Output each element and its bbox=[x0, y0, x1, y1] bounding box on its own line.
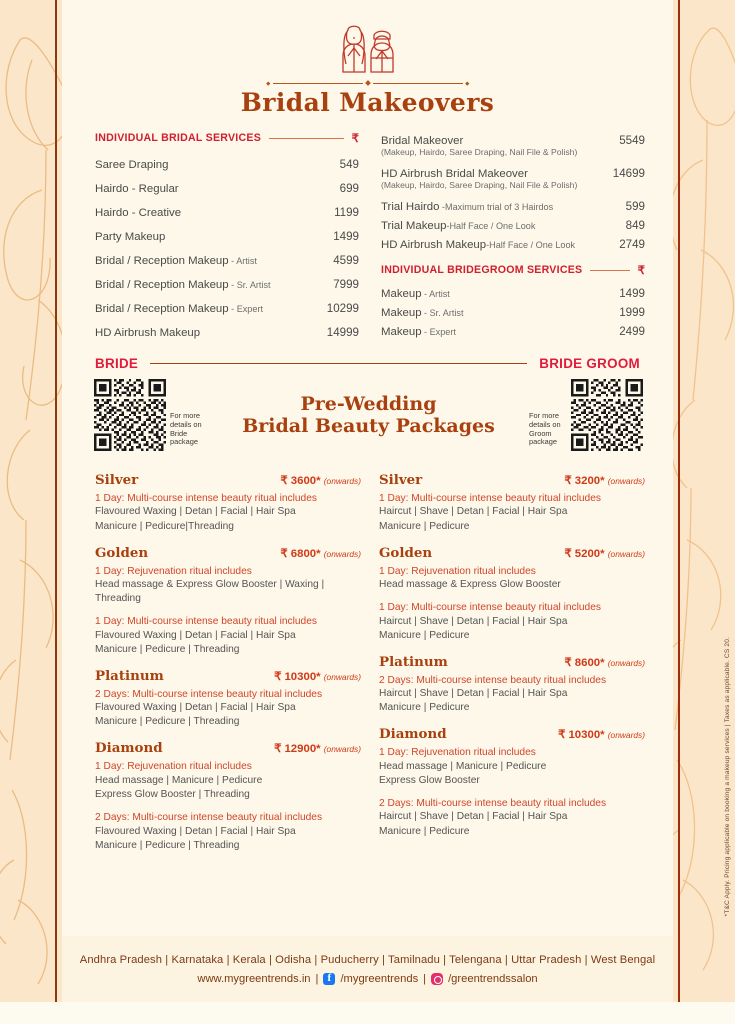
service-name: Hairdo - Regular bbox=[95, 182, 179, 195]
price-onwards: (onwards) bbox=[607, 476, 645, 486]
section-label: INDIVIDUAL BRIDEGROOM SERVICES bbox=[381, 264, 583, 276]
package-header bbox=[379, 545, 645, 561]
divider-rule bbox=[150, 363, 527, 364]
services-section bbox=[62, 117, 673, 344]
service-name: Saree Draping bbox=[95, 158, 169, 171]
trial-price: 599 bbox=[625, 200, 645, 213]
service-price: 10299 bbox=[326, 301, 359, 315]
package-ritual: 1 Day: Rejuvenation ritual includes bbox=[95, 565, 252, 577]
service-price: 4599 bbox=[333, 253, 359, 267]
facebook-handle[interactable]: /mygreentrends bbox=[340, 972, 419, 985]
service-price: 1199 bbox=[334, 205, 359, 219]
bottom-margin bbox=[0, 1002, 735, 1024]
bridegroom-row bbox=[381, 303, 645, 322]
package-items: Haircut | Shave | Detan | Facial | Hair Spa bbox=[379, 811, 568, 823]
package-ritual: 2 Days: Multi-course intense beauty ritual includes bbox=[379, 797, 607, 809]
package-ritual: 1 Day: Multi-course intense beauty ritual includes bbox=[379, 493, 601, 504]
package-items: Flavoured Waxing | Detan | Facial | Hair Spa bbox=[95, 506, 296, 518]
service-row bbox=[95, 176, 359, 200]
package-name: Platinum bbox=[379, 653, 448, 670]
package-ritual: 2 Days: Multi-course intense beauty ritual includes bbox=[95, 688, 323, 700]
bride-label: BRIDE bbox=[95, 356, 139, 371]
service-sub: - Sr. Artist bbox=[228, 279, 271, 290]
page-title: Bridal Makeovers bbox=[240, 88, 495, 117]
package-items: Manicure | Pedicure bbox=[379, 702, 470, 714]
makeover-price: 5549 bbox=[619, 134, 645, 147]
individual-bridal-heading bbox=[95, 131, 359, 145]
rupee-icon: ₹ bbox=[637, 265, 645, 277]
service-price: 1499 bbox=[619, 287, 645, 300]
service-row bbox=[95, 200, 359, 224]
package-ritual: 1 Day: Multi-course intense beauty ritual includes bbox=[379, 602, 601, 614]
price-onwards: (onwards) bbox=[607, 657, 645, 668]
trial-name: HD Airbrush Makeup bbox=[381, 239, 487, 251]
website-link[interactable]: www.mygreentrends.in bbox=[197, 972, 311, 985]
bride-qr-caption: For more details on Bride package bbox=[170, 411, 202, 447]
package-header bbox=[379, 726, 645, 742]
package-items: Manicure | Pedicure|Threading bbox=[95, 520, 234, 532]
makeover-name: HD Airbrush Bridal Makeover bbox=[381, 168, 528, 180]
price-onwards: (onwards) bbox=[323, 744, 361, 755]
content-card bbox=[62, 0, 673, 936]
service-sub: - Expert bbox=[228, 303, 263, 314]
price-onwards: (onwards) bbox=[607, 730, 645, 741]
package-header bbox=[379, 654, 645, 670]
package-items: Flavoured Waxing | Detan | Facial | Hair Spa bbox=[95, 702, 296, 714]
package-price: ₹ 3200 bbox=[564, 475, 601, 487]
package-name: Silver bbox=[379, 472, 423, 488]
package-ritual: 1 Day: Multi-course intense beauty ritual includes bbox=[95, 616, 317, 628]
package-items: Manicure | Pedicure | Threading bbox=[95, 716, 240, 728]
trial-sub: -Maximum trial of 3 Hairdos bbox=[439, 202, 554, 212]
service-row bbox=[95, 152, 359, 176]
package-ritual: 1 Day: Multi-course intense beauty ritual includes bbox=[95, 493, 317, 504]
price-star: * bbox=[600, 547, 605, 560]
ornament-divider bbox=[62, 81, 673, 85]
prewedding-title bbox=[208, 393, 529, 438]
package-items: Haircut | Shave | Detan | Facial | Hair Spa bbox=[379, 506, 568, 518]
package-name: Platinum bbox=[95, 667, 164, 684]
service-price: 1999 bbox=[619, 306, 645, 319]
service-price: 1499 bbox=[333, 229, 359, 243]
groom-qr-caption: For more details on Groom package bbox=[529, 411, 561, 447]
package-name: Diamond bbox=[95, 740, 163, 757]
service-name: Makeup bbox=[381, 307, 422, 319]
package-ritual: 2 Days: Multi-course intense beauty ritual includes bbox=[379, 674, 607, 686]
service-name: Makeup bbox=[381, 288, 422, 300]
package-items: Manicure | Pedicure | Threading bbox=[95, 643, 240, 655]
service-name: Party Makeup bbox=[95, 230, 166, 243]
bride-groom-divider bbox=[62, 344, 673, 371]
trial-row bbox=[381, 235, 645, 254]
service-sub: - Expert bbox=[421, 327, 456, 337]
trial-row bbox=[381, 216, 645, 235]
package-price: ₹ 6800 bbox=[280, 547, 317, 560]
footer-social bbox=[197, 973, 537, 985]
package-items: Threading bbox=[95, 593, 141, 605]
trial-name: Trial Makeup bbox=[381, 220, 447, 232]
page-footer bbox=[0, 936, 735, 1002]
package-items: Express Glow Booster | Threading bbox=[95, 788, 250, 800]
bride-qr-code[interactable] bbox=[94, 379, 166, 451]
package-header bbox=[95, 545, 361, 561]
service-price: 699 bbox=[339, 181, 359, 195]
service-row bbox=[95, 272, 359, 296]
heading-rule bbox=[269, 138, 344, 139]
bride-packages-column bbox=[95, 461, 361, 853]
package-items: Head massage & Express Glow Booster | Waxing | bbox=[95, 579, 325, 591]
instagram-icon[interactable] bbox=[431, 973, 443, 985]
service-sub: - Sr. Artist bbox=[421, 308, 464, 318]
package-price: ₹ 10300 bbox=[274, 670, 317, 683]
package-items: Head massage & Express Glow Booster bbox=[379, 579, 561, 591]
makeover-name: Bridal Makeover bbox=[381, 135, 464, 147]
package-items: Head massage | Manicure | Pedicure bbox=[95, 774, 263, 786]
price-onwards: (onwards) bbox=[607, 548, 645, 559]
rupee-icon: ₹ bbox=[351, 133, 359, 145]
bridegroom-heading bbox=[381, 263, 645, 277]
package-price: ₹ 5200 bbox=[564, 547, 601, 560]
package-name: Golden bbox=[95, 544, 149, 561]
package-items: Haircut | Shave | Detan | Facial | Hair Spa bbox=[379, 688, 568, 700]
package-header bbox=[95, 668, 361, 684]
package-items: Manicure | Pedicure bbox=[379, 520, 470, 532]
price-star: * bbox=[316, 547, 321, 560]
package-items: Flavoured Waxing | Detan | Facial | Hair Spa bbox=[95, 825, 296, 837]
groom-qr-code[interactable] bbox=[571, 379, 643, 451]
price-star: * bbox=[600, 729, 605, 742]
service-sub: - Artist bbox=[421, 289, 450, 299]
bride-qr-block[interactable] bbox=[94, 379, 208, 451]
package-price: ₹ 8600 bbox=[564, 656, 601, 669]
package-price: ₹ 12900 bbox=[274, 743, 317, 756]
service-name: Bridal / Reception Makeup bbox=[95, 278, 229, 291]
prewedding-banner bbox=[62, 371, 673, 451]
price-star: * bbox=[316, 743, 321, 756]
trial-sub: -Half Face / One Look bbox=[486, 240, 576, 250]
service-row bbox=[95, 320, 359, 344]
makeover-note: (Makeup, Hairdo, Saree Draping, Nail File & Polish) bbox=[381, 180, 578, 190]
package-items: Express Glow Booster bbox=[379, 774, 480, 786]
makeover-price: 14699 bbox=[612, 167, 645, 180]
separator: | bbox=[423, 972, 427, 985]
package-header bbox=[379, 472, 645, 488]
package-items: Flavoured Waxing | Detan | Facial | Hair Spa bbox=[95, 629, 296, 641]
package-items: Manicure | Pedicure bbox=[379, 629, 470, 641]
package-price: ₹ 10300 bbox=[558, 729, 601, 742]
terms-and-conditions: *T&C Apply. Pricing applicable on booking a makeup services | Taxes as applicable. CS 20. bbox=[724, 636, 731, 916]
package-header bbox=[95, 472, 361, 488]
price-onwards: (onwards) bbox=[323, 671, 361, 682]
service-sub: - Artist bbox=[228, 255, 257, 266]
heading-rule bbox=[590, 270, 629, 271]
facebook-icon[interactable] bbox=[323, 973, 335, 985]
bridegroom-row bbox=[381, 284, 645, 303]
trial-price: 849 bbox=[625, 219, 645, 232]
service-price: 14999 bbox=[326, 325, 359, 339]
section-label: INDIVIDUAL BRIDAL SERVICES bbox=[95, 132, 262, 144]
service-price: 7999 bbox=[333, 277, 359, 291]
service-row bbox=[95, 296, 359, 320]
left-vertical-rule bbox=[55, 0, 57, 1024]
instagram-handle[interactable]: /greentrendssalon bbox=[448, 972, 538, 985]
price-star: * bbox=[600, 656, 605, 669]
package-ritual: 1 Day: Rejuvenation ritual includes bbox=[379, 565, 536, 577]
price-star: * bbox=[316, 475, 321, 487]
price-onwards: (onwards) bbox=[323, 548, 361, 559]
service-price: 549 bbox=[339, 157, 359, 171]
package-items: Haircut | Shave | Detan | Facial | Hair Spa bbox=[379, 615, 568, 627]
trial-row bbox=[381, 197, 645, 216]
service-name: Bridal / Reception Makeup bbox=[95, 254, 229, 267]
package-ritual: 2 Days: Multi-course intense beauty ritual includes bbox=[95, 812, 323, 824]
package-name: Diamond bbox=[379, 726, 447, 743]
prewedding-line2: Bridal Beauty Packages bbox=[242, 415, 495, 437]
packages-section bbox=[62, 451, 673, 853]
service-name: HD Airbrush Makeup bbox=[95, 326, 201, 339]
package-name: Silver bbox=[95, 472, 139, 488]
service-name: Bridal / Reception Makeup bbox=[95, 302, 229, 315]
groom-qr-block[interactable] bbox=[529, 379, 643, 451]
service-row bbox=[95, 248, 359, 272]
bridegroom-row bbox=[381, 322, 645, 341]
right-vertical-rule bbox=[678, 0, 680, 1024]
price-star: * bbox=[600, 475, 605, 487]
page-header bbox=[62, 0, 673, 117]
service-name: Hairdo - Creative bbox=[95, 206, 182, 219]
package-ritual: 1 Day: Rejuvenation ritual includes bbox=[379, 747, 536, 759]
individual-bridal-column bbox=[95, 131, 359, 344]
decorative-left-band bbox=[0, 0, 62, 1024]
package-ritual: 1 Day: Rejuvenation ritual includes bbox=[95, 761, 252, 773]
separator: | bbox=[315, 972, 319, 985]
prewedding-line1: Pre-Wedding bbox=[300, 392, 437, 415]
package-name: Golden bbox=[379, 544, 433, 561]
package-items: Manicure | Pedicure bbox=[379, 825, 470, 837]
trial-sub: -Half Face / One Look bbox=[446, 221, 536, 231]
service-row bbox=[95, 224, 359, 248]
makeover-column bbox=[381, 131, 645, 344]
package-header bbox=[95, 740, 361, 756]
bride-groom-label: BRIDE GROOM bbox=[539, 356, 640, 371]
price-onwards: (onwards) bbox=[323, 476, 361, 486]
bride-groom-icon bbox=[329, 22, 407, 74]
footer-states: Andhra Pradesh | Karnataka | Kerala | Odisha | Puducherry | Tamilnadu | Telengana | Uttar Pradesh | West Bengal bbox=[79, 953, 656, 966]
groom-packages-column bbox=[379, 461, 645, 853]
package-items: Head massage | Manicure | Pedicure bbox=[379, 760, 547, 772]
package-items: Manicure | Pedicure | Threading bbox=[95, 839, 240, 851]
service-price: 2499 bbox=[619, 325, 645, 338]
makeover-note: (Makeup, Hairdo, Saree Draping, Nail File & Polish) bbox=[381, 147, 578, 157]
service-name: Makeup bbox=[381, 326, 422, 338]
trial-price: 2749 bbox=[619, 238, 645, 251]
package-price: ₹ 3600 bbox=[280, 475, 317, 487]
price-star: * bbox=[316, 670, 321, 683]
trial-name: Trial Hairdo bbox=[381, 201, 440, 213]
